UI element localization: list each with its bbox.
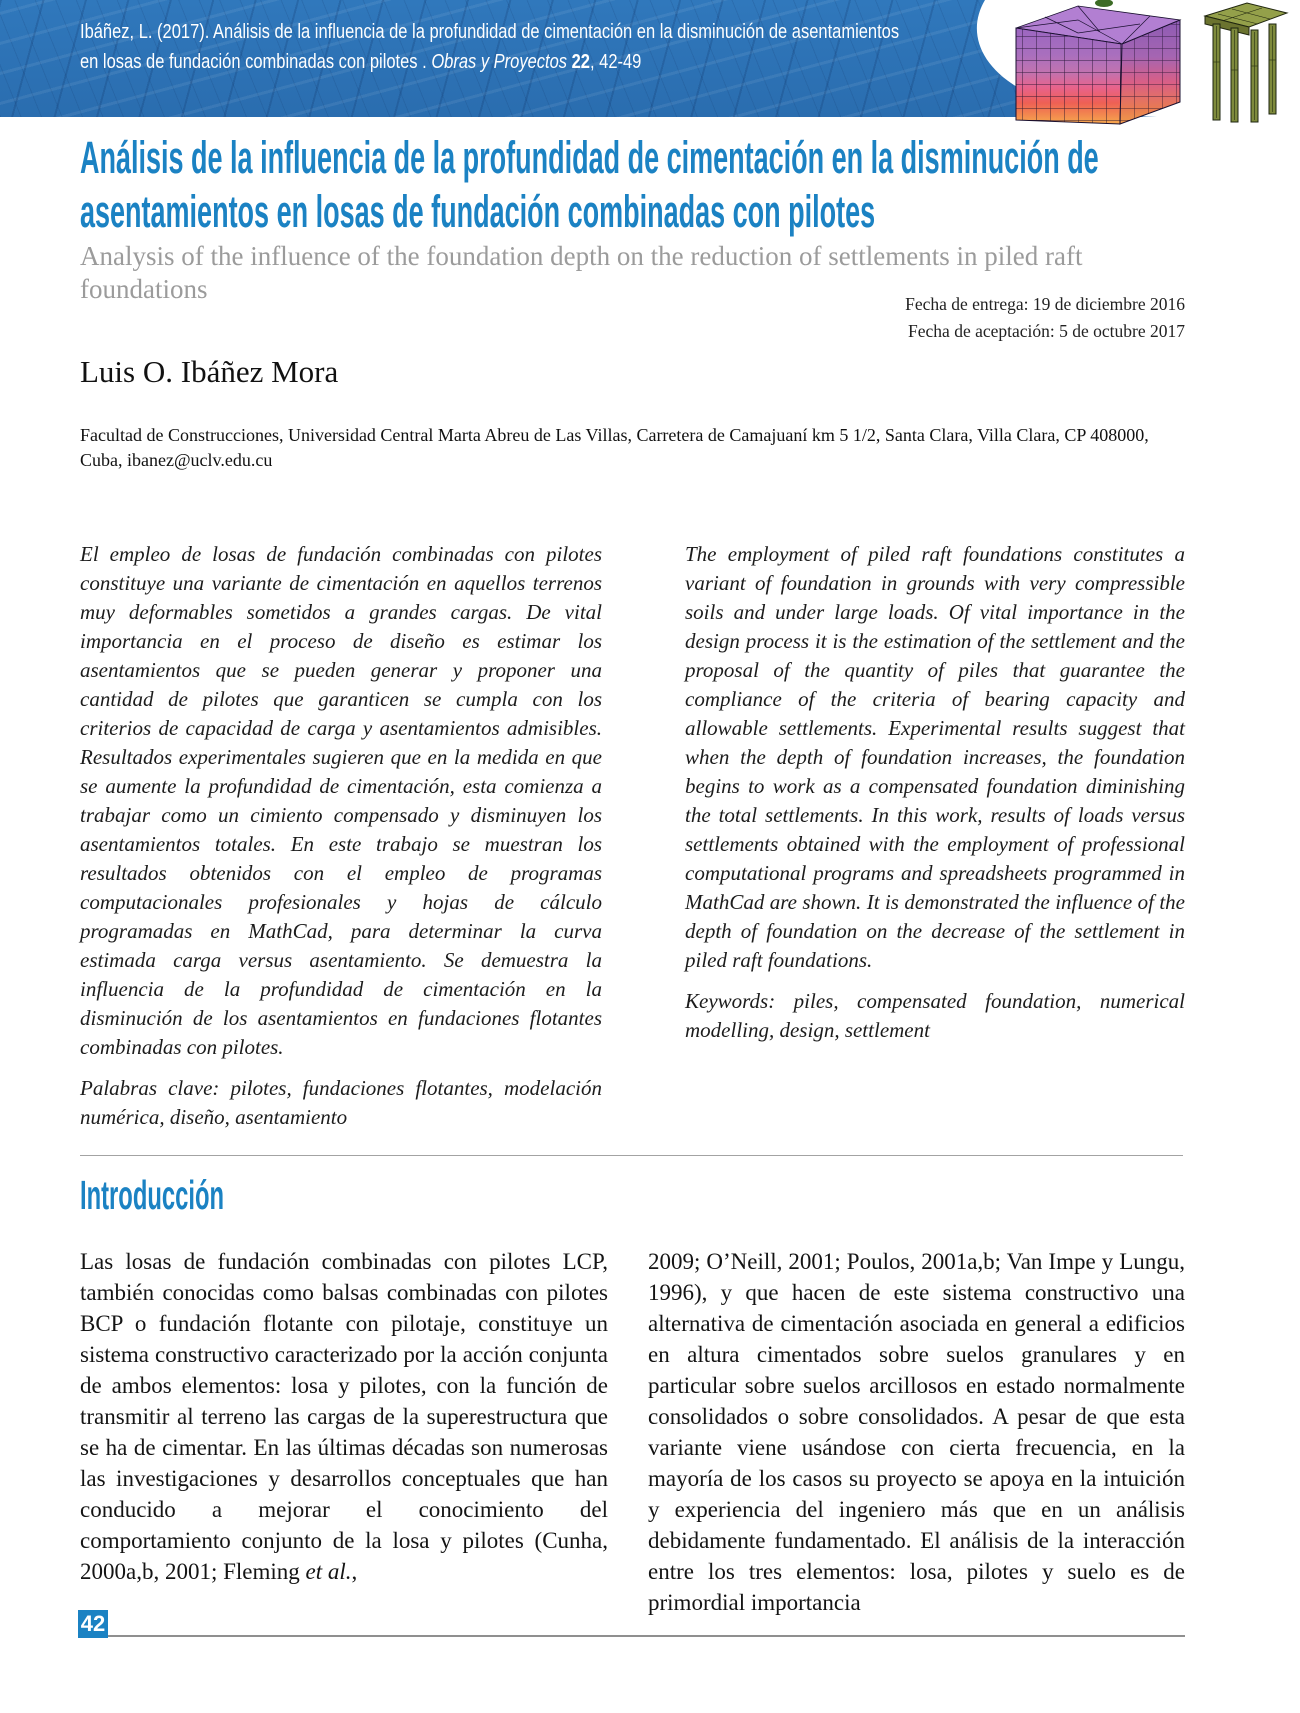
author-affiliation: Facultad de Construcciones, Universidad Central Marta Abreu de Las Villas, Carretera de Camajuaní km 5 1/2, Santa Clara, Villa Clara, CP 408000, Cuba, ibanez@uclv.edu.cu [80,425,1149,470]
section-divider-rule [80,1155,1183,1156]
intro-left-etal: et al. [305,1559,352,1584]
date-accepted: Fecha de aceptación: 5 de octubre 2017 [908,321,1185,341]
abstract-spanish-keywords: Palabras clave: pilotes, fundaciones flotantes, modelación numérica, diseño, asentamiento [80,1076,602,1129]
citation-text: Ibáñez, L. (2017). Análisis de la influencia de la profundidad de cimentación en la disminución de asentamientos en losas de fundación combinadas con pilotes . [80,21,900,73]
citation-pages: , 42-49 [589,51,642,73]
page-number-badge: 42 [78,1610,108,1638]
date-received: Fecha de entrega: 19 de diciembre 2016 [905,294,1185,314]
footer-rule [108,1635,1185,1637]
abstract-spanish [80,540,602,1132]
banner-citation [80,17,910,97]
article-dates [905,291,1185,345]
abstract-english-keywords: Keywords: piles, compensated foundation, numerical modelling, design, settlement [685,989,1185,1042]
introduction-heading-wrap [80,1172,380,1224]
abstract-english [685,540,1185,1132]
abstract-spanish-body: El empleo de losas de fundación combinadas con pilotes constituye una variante de cimentación en aquellos terrenos muy deformables sometidos a grandes cargas. De vital importancia en el proceso de diseño es estimar los asentamientos que se pueden generar y proponer una cantidad de pilotes que garanticen se cumpla con los criterios de capacidad de carga y asentamientos admisibles. Resultados experimentales sugieren que en la medida en que se aumente la profundidad de cimentación, esta comienza a trabajar como un cimiento compensado y disminuyen los asentamientos totales. En este trabajo se muestran los resultados obtenidos con el empleo de programas computacionales profesionales y hojas de cálculo programadas en MathCad, para determinar la curva estimada carga versus asentamiento. Se demuestra la influencia de la profundidad de cimentación en la disminución de los asentamientos en fundaciones flotantes combinadas con pilotes. [80,542,602,1059]
introduction-body [80,1246,1185,1618]
citation-journal-name: Obras y Proyectos [431,51,568,73]
introduction-heading: Introducción [80,1172,224,1218]
abstract-english-body: The employment of piled raft foundations constitutes a variant of foundation in grounds with very compressible soils and under large loads. Of vital importance in the design process it is the estimation of the settlement and the proposal of the quantity of piles that guarantee the compliance of the criteria of bearing capacity and allowable settlements. Experimental results suggest that when the depth of foundation increases, the foundation begins to work as a compensated foundation diminishing the total settlements. In this work, results of loads versus settlements obtained with the employment of professional computational programs and spreadsheets programmed in MathCad are shown. It is demonstrated the influence of the depth of foundation on the decrease of the settlement in piled raft foundations. [685,542,1185,972]
abstract-section [80,540,1185,1132]
intro-left-text: Las losas de fundación combinadas con pilotes LCP, también conocidas como balsas combinadas con pilotes BCP o fundación flotante con pilotaje, constituye un sistema constructivo caracterizado por la acción conjunta de ambos elementos: losa y pilotes, con la función de transmitir al terreno las cargas de la superestructura que se ha de cimentar. En las últimas décadas son numerosas las investigaciones y desarrollos conceptuales que han conducido a mejorar el conocimiento del comportamiento conjunto de la losa y pilotes (Cunha, 2000a,b, 2001; Fleming [80,1249,608,1584]
citation-volume: 22 [567,51,590,73]
article-title-en: Analysis of the influence of the foundation depth on the reduction of settlements in piled raft foundations [80,241,1083,304]
introduction-column-right: 2009; O’Neill, 2001; Poulos, 2001a,b; Van Impe y Lungu, 1996), y que hacen de este sistema constructivo una alternativa de cimentación asociada en general a edificios en altura cimentados sobre suelos granulares y en particular sobre suelos arcillosos en estado normalmente consolidados o sobre consolidados. A pesar de que esta variante viene usándose con cierta frecuencia, en la mayoría de los casos su proyecto se apoya en la intuición y experiencia del ingeniero más que en un análisis debidamente fundamentado. El análisis de la interacción entre los tres elementos: losa, pilotes y suelo es de primordial importancia [648,1249,1185,1615]
intro-left-comma: , [351,1559,358,1584]
article-title-es: Análisis de la influencia de la profundidad de cimentación en la disminución de asentamientos en losas de fundación combinadas con pilotes [80,132,1099,237]
introduction-column-left [80,1246,608,1618]
journal-header-banner [0,0,1300,117]
author-name: Luis O. Ibáñez Mora [80,354,339,389]
article-title-es-wrap [80,131,1185,239]
